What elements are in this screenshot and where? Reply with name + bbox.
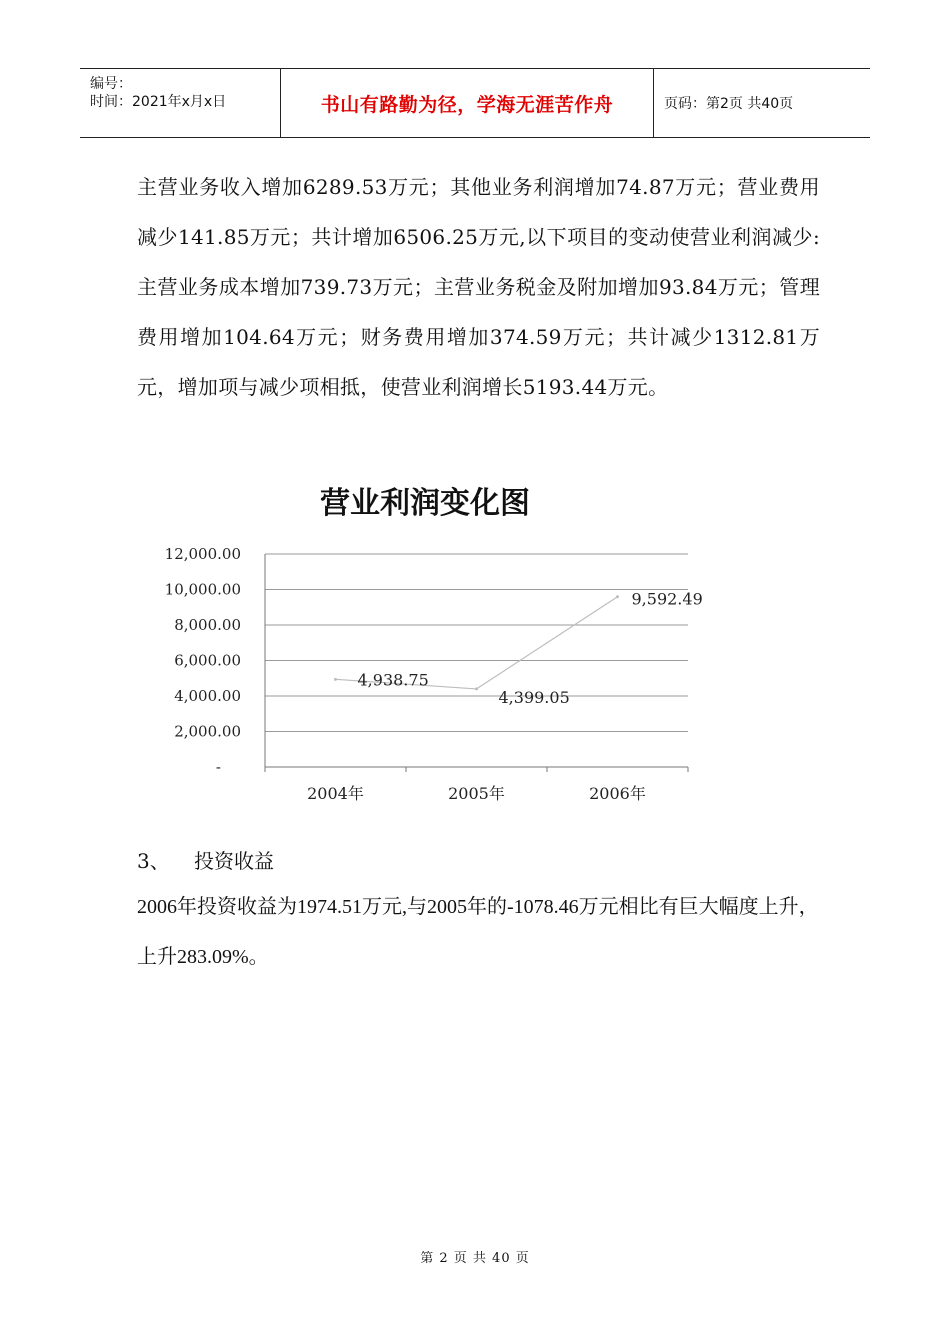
motto-text: 书山有路勤为径，学海无涯苦作舟: [320, 93, 614, 116]
header-motto: [280, 69, 654, 137]
y-tick-label: 6,000.00: [174, 651, 241, 670]
profit-line-chart: [130, 535, 710, 815]
y-tick-label: 12,000.00: [164, 545, 241, 563]
data-point: [334, 678, 337, 681]
x-tick-label: 2006年: [589, 784, 646, 803]
x-tick-label: 2004年: [307, 784, 364, 803]
data-point: [616, 595, 619, 598]
chart-title: 营业利润变化图: [320, 486, 530, 521]
data-label: 9,592.49: [631, 589, 703, 609]
number-label: 编号：: [90, 76, 132, 92]
time-label: 时间：2021年x月x日: [90, 94, 227, 110]
y-tick-label: 4,000.00: [174, 687, 241, 705]
section-number: 3、: [137, 849, 170, 873]
section-paragraph: 2006年投资收益为1974.51万元,与2005年的-1078.46万元相比有巨大幅度上升，上升283.09%。: [137, 896, 819, 968]
header-page-info: 页码：第2页 共40页: [664, 96, 794, 112]
y-tick-label: 10,000.00: [164, 580, 241, 599]
data-label: 4,938.75: [357, 670, 429, 690]
y-tick-label: -: [215, 758, 221, 776]
section-title: 投资收益: [194, 849, 274, 873]
data-point: [475, 687, 478, 690]
y-tick-label: 2,000.00: [174, 722, 241, 741]
page-footer: 第 2 页 共 40 页: [420, 1251, 530, 1266]
data-label: 4,399.05: [498, 687, 570, 707]
header-meta: [80, 69, 280, 137]
y-tick-label: 8,000.00: [174, 616, 241, 634]
body-paragraph: 主营业务收入增加6289.53万元；其他业务利润增加74.87万元；营业费用减少141.85万元；共计增加6506.25万元,以下项目的变动使营业利润减少:主营业务成本增加739.73万元；主营业务税金及附加增加93.84万元；管理费用增加104.64万元；财务费用增加374.59万元；共计减少1312.81万元，增加项与减少项相抵，使营业利润增长5193.44万元。: [137, 175, 820, 399]
x-tick-label: 2005年: [448, 784, 505, 803]
page-header: [80, 68, 870, 138]
